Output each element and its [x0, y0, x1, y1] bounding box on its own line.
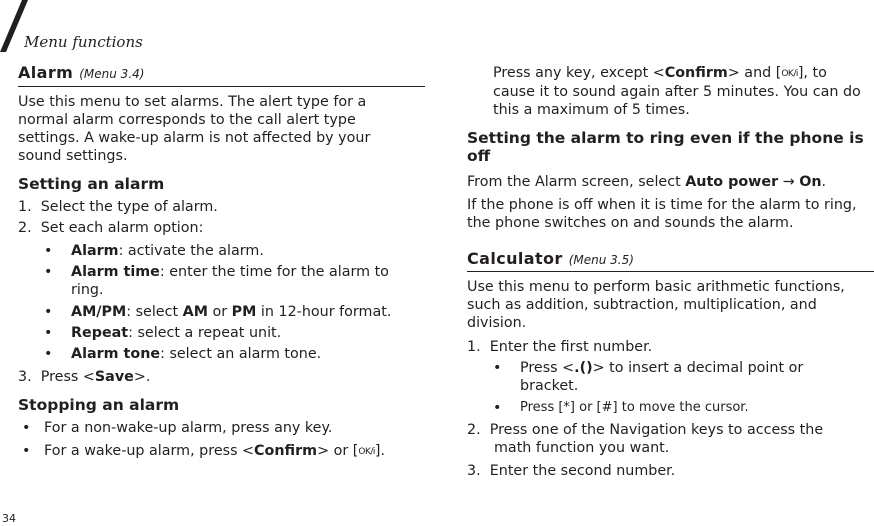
- option-repeat: •: [44, 325, 53, 341]
- ok-key-icon: OK/i: [781, 69, 798, 79]
- hash-key-icon: #: [601, 400, 613, 415]
- calc-sub-bullet-1: •: [493, 360, 502, 376]
- calc-step-3: 3. Enter the second number.: [467, 463, 676, 479]
- option-alarm-time: •: [44, 264, 53, 280]
- calc-step-1: 1. Enter the first number.: [467, 339, 653, 355]
- section-rule: [467, 271, 874, 272]
- stop-bullet-2: •: [22, 443, 31, 459]
- setting-alarm-heading: Setting an alarm: [18, 175, 165, 193]
- option-alarm-tone: •: [44, 346, 53, 362]
- calculator-intro: Use this menu to perform basic arithmetic functions, such as addition, subtraction, multiplication, and division.: [467, 279, 845, 331]
- star-key-icon: *: [563, 400, 570, 415]
- section-rule: [18, 86, 425, 87]
- wake-up-continued: Press any key, except <Confirm> and [OK/i], to cause it to sound again after 5 minutes. You can do this a maximum of 5 times.: [493, 65, 861, 118]
- calc-step-2: 2. Press one of the Navigation keys to access the math function you want.: [467, 422, 824, 456]
- step-2: 2. Set each alarm option:: [18, 220, 204, 236]
- alarm-intro: Use this menu to set alarms. The alert type for a normal alarm corresponds to the call alert type settings. A wake-up alarm is not affected by your sound settings.: [18, 94, 371, 164]
- stop-bullet-1: •: [22, 420, 31, 436]
- stopping-alarm-heading: Stopping an alarm: [18, 396, 180, 414]
- calculator-section-title: Calculator (Menu 3.5): [467, 249, 634, 268]
- option-alarm: •: [44, 243, 53, 259]
- step-1: 1. Select the type of alarm.: [18, 199, 218, 215]
- option-ampm: •: [44, 304, 53, 320]
- phone-off-heading: Setting the alarm to ring even if the phone is off: [467, 129, 864, 165]
- alarm-section-title: Alarm (Menu 3.4): [18, 63, 145, 82]
- page-number: 34: [2, 512, 16, 525]
- running-title: Menu functions: [24, 33, 143, 51]
- ok-key-icon: OK/i: [358, 447, 375, 457]
- step-3: 3. Press <Save>.: [18, 369, 151, 385]
- auto-power-instruction: From the Alarm screen, select Auto power → On.: [467, 174, 827, 190]
- phone-off-explanation: If the phone is off when it is time for the alarm to ring, the phone switches on and sounds the alarm.: [467, 197, 857, 231]
- calc-sub-bullet-2: •: [493, 400, 502, 416]
